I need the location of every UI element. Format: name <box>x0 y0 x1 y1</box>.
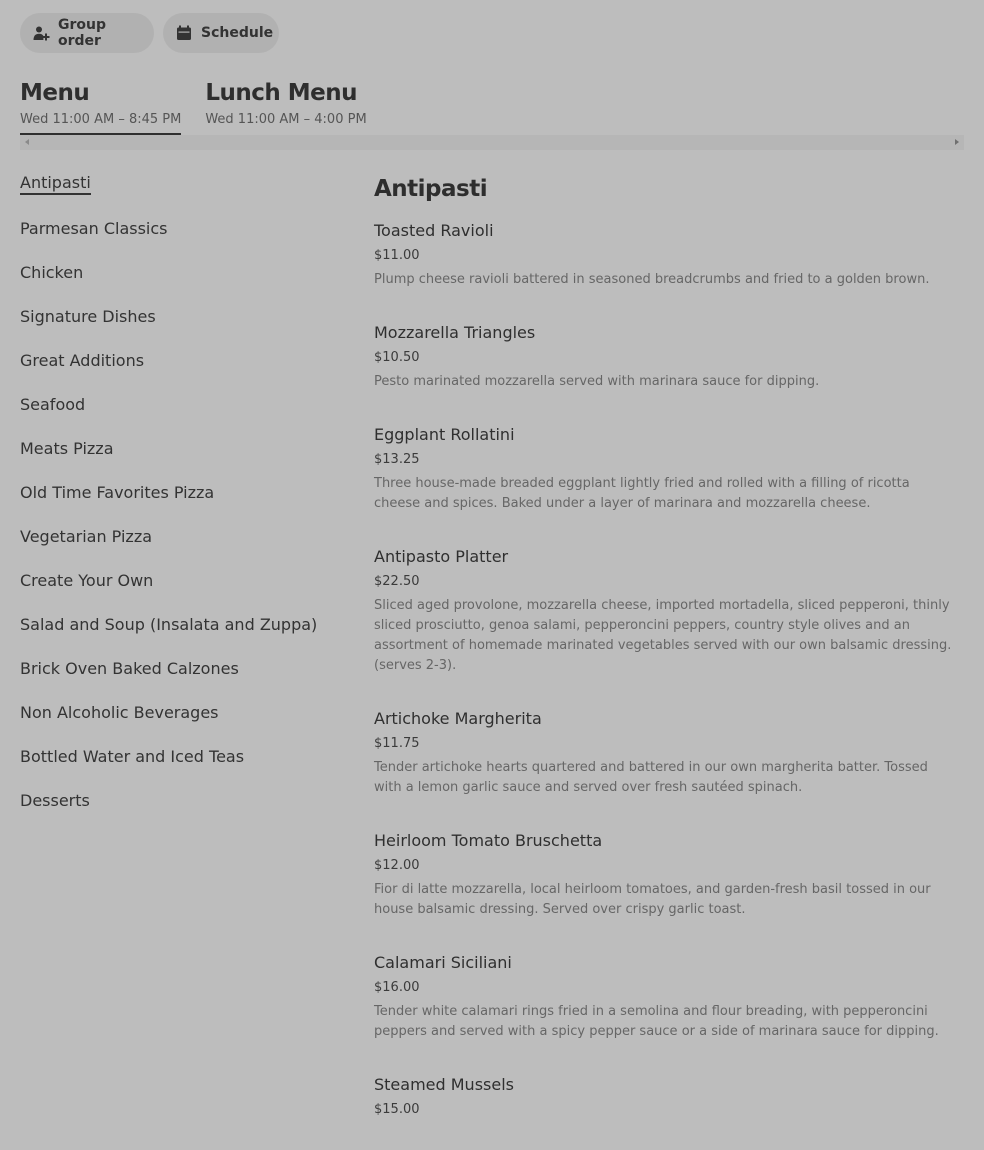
sidebar-item-label: Desserts <box>20 791 90 810</box>
menu-item-price: $13.25 <box>374 452 420 467</box>
sidebar-item-meats-pizza[interactable] <box>20 436 350 480</box>
menu-item-price: $16.00 <box>374 980 420 995</box>
menu-item-description: Three house-made breaded eggplant lightly fried and rolled with a filling of ricotta cheese and spices. Baked under a layer of marinara and mozzarella cheese. <box>374 476 910 511</box>
schedule-button[interactable] <box>163 13 279 53</box>
sidebar-item-signature-dishes[interactable] <box>20 304 350 348</box>
tab-lunch-menu-title: Lunch Menu <box>205 80 357 106</box>
sidebar-item-label: Salad and Soup (Insalata and Zuppa) <box>20 615 318 634</box>
schedule-label: Schedule <box>201 25 274 41</box>
tab-lunch-menu-hours: Wed 11:00 AM – 4:00 PM <box>205 112 367 127</box>
menu-item-price: $12.00 <box>374 858 420 873</box>
group-order-label: Group order <box>58 17 107 49</box>
sidebar-item-great-additions[interactable] <box>20 348 350 392</box>
menu-item-name: Artichoke Margherita <box>374 709 542 728</box>
group-order-button[interactable] <box>20 13 154 53</box>
menu-item-price: $11.00 <box>374 248 420 263</box>
sidebar-item-bottled-water-iced-teas[interactable] <box>20 744 350 788</box>
sidebar-item-label: Seafood <box>20 395 86 414</box>
sidebar-item-label: Chicken <box>20 263 84 282</box>
menu-item-description: Pesto marinated mozzarella served with marinara sauce for dipping. <box>374 374 820 389</box>
scroll-left-arrow-icon[interactable] <box>25 139 29 145</box>
menu-item-description: Tender artichoke hearts quartered and battered in our own margherita batter. Tossed with a lemon garlic sauce and served over fresh sautéed spinach. <box>374 760 928 795</box>
sidebar-item-brick-oven-calzones[interactable] <box>20 656 350 700</box>
sidebar-item-label: Old Time Favorites Pizza <box>20 483 215 502</box>
sidebar-item-non-alcoholic-beverages[interactable] <box>20 700 350 744</box>
menu-item[interactable] <box>374 828 959 920</box>
sidebar-item-vegetarian-pizza[interactable] <box>20 524 350 568</box>
sidebar-item-label: Vegetarian Pizza <box>20 527 153 546</box>
scroll-right-arrow-icon[interactable] <box>955 139 959 145</box>
menu-item[interactable] <box>374 320 959 392</box>
person-add-icon <box>33 25 49 41</box>
sidebar-item-label: Meats Pizza <box>20 439 114 458</box>
sidebar-item-old-time-favorites-pizza[interactable] <box>20 480 350 524</box>
tabs-scrollbar[interactable] <box>20 135 964 150</box>
sidebar-item-antipasti[interactable] <box>20 170 350 216</box>
menu-item-description: Fior di latte mozzarella, local heirloom tomatoes, and garden-fresh basil tossed in our house balsamic dressing. Served over crispy garlic toast. <box>374 882 931 917</box>
sidebar-item-chicken[interactable] <box>20 260 350 304</box>
menu-item[interactable] <box>374 706 959 798</box>
menu-item-name: Mozzarella Triangles <box>374 323 536 342</box>
sidebar-item-label: Antipasti <box>20 173 91 195</box>
sidebar-item-label: Signature Dishes <box>20 307 156 326</box>
menu-item-name: Eggplant Rollatini <box>374 425 515 444</box>
menu-item-name: Antipasto Platter <box>374 547 509 566</box>
sidebar-item-label: Create Your Own <box>20 571 154 590</box>
menu-item-price: $15.00 <box>374 1102 420 1117</box>
sidebar-item-seafood[interactable] <box>20 392 350 436</box>
tab-menu-title: Menu <box>20 80 90 106</box>
menu-item[interactable] <box>374 950 959 1042</box>
menu-tabs <box>20 78 367 137</box>
menu-item-name: Heirloom Tomato Bruschetta <box>374 831 603 850</box>
sidebar-item-label: Brick Oven Baked Calzones <box>20 659 239 678</box>
calendar-icon <box>176 25 192 41</box>
menu-item[interactable] <box>374 218 959 290</box>
menu-item-price: $22.50 <box>374 574 420 589</box>
section-title: Antipasti <box>374 176 488 202</box>
menu-item-name: Toasted Ravioli <box>374 221 494 240</box>
menu-item[interactable] <box>374 422 959 514</box>
category-sidebar <box>20 170 350 832</box>
tab-menu[interactable] <box>20 78 181 137</box>
menu-item-name: Calamari Siciliani <box>374 953 512 972</box>
menu-item-name: Steamed Mussels <box>374 1075 514 1094</box>
menu-item-description: Sliced aged provolone, mozzarella cheese, imported mortadella, sliced pepperoni, thinly sliced prosciutto, genoa salami, pepperoncini peppers, country style olives and an assortment of homemade marinated vegetables served with our own balsamic dressing. (serves 2-3). <box>374 598 952 673</box>
menu-item[interactable] <box>374 544 959 676</box>
order-actions <box>20 13 279 53</box>
sidebar-item-salad-and-soup[interactable] <box>20 612 350 656</box>
menu-item-price: $10.50 <box>374 350 420 365</box>
sidebar-item-create-your-own[interactable] <box>20 568 350 612</box>
tab-lunch-menu[interactable] <box>205 78 366 137</box>
menu-section <box>374 172 959 1150</box>
sidebar-item-desserts[interactable] <box>20 788 350 832</box>
sidebar-item-label: Non Alcoholic Beverages <box>20 703 219 722</box>
sidebar-item-label: Great Additions <box>20 351 145 370</box>
sidebar-item-parmesan-classics[interactable] <box>20 216 350 260</box>
menu-item-description: Tender white calamari rings fried in a semolina and flour breading, with pepperoncini peppers and served with a spicy pepper sauce or a side of marinara sauce for dipping. <box>374 1004 939 1039</box>
sidebar-item-label: Parmesan Classics <box>20 219 168 238</box>
menu-item-description: Plump cheese ravioli battered in seasoned breadcrumbs and fried to a golden brown. <box>374 272 930 287</box>
sidebar-item-label: Bottled Water and Iced Teas <box>20 747 245 766</box>
menu-item-price: $11.75 <box>374 736 420 751</box>
tab-menu-hours: Wed 11:00 AM – 8:45 PM <box>20 112 181 137</box>
menu-item[interactable] <box>374 1072 959 1120</box>
